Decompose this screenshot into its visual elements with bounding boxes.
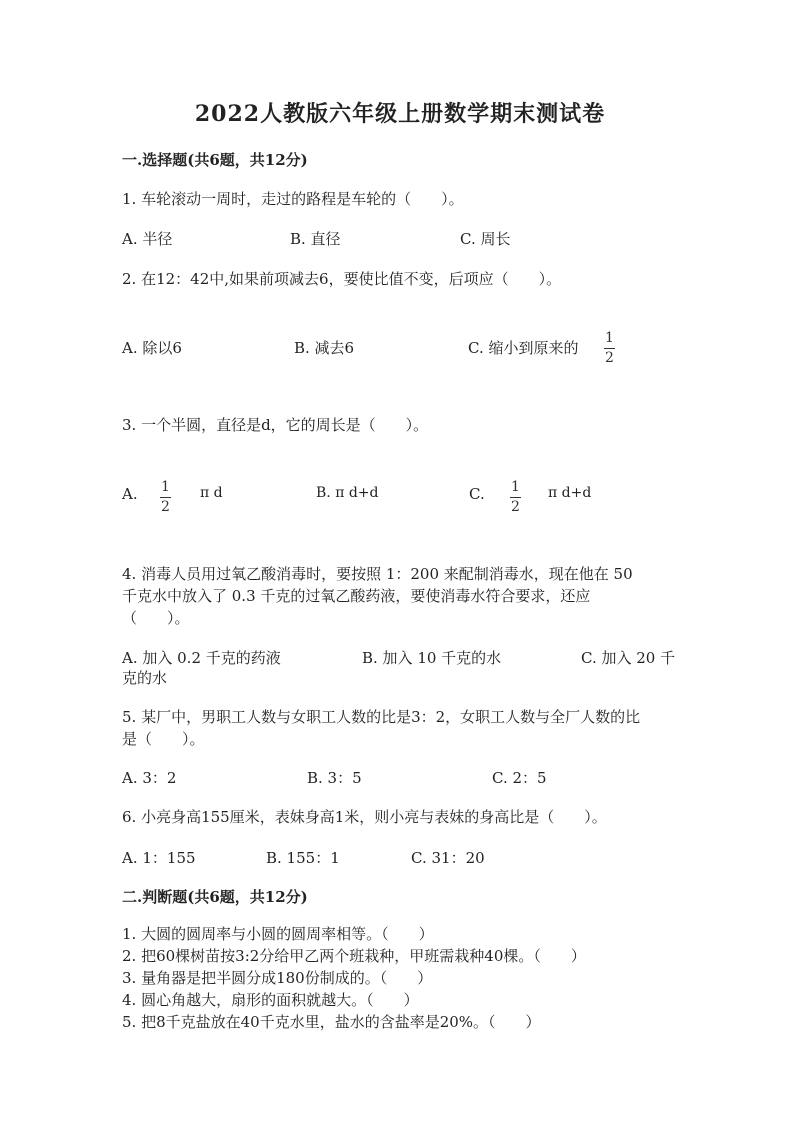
q4-option-c-continued: 克的水 (122, 669, 168, 687)
judge-item: 2. 把60棵树苗按3:2分给甲乙两个班栽种，甲班需栽种40棵。（ ） (122, 947, 586, 965)
fraction-bar (604, 348, 615, 349)
section-heading-judge: 二.判断题(共6题，共12分) (122, 888, 308, 906)
fraction-numerator: 1 (511, 479, 520, 495)
question-4-line-1: 4. 消毒人员用过氧乙酸消毒时，要按照 1：200 来配制消毒水，现在他在 50 (122, 565, 633, 583)
q5-option-b: B. 3：5 (307, 769, 362, 787)
q2-fraction (604, 331, 615, 366)
q2-option-a: A. 除以6 (122, 339, 182, 357)
question-4-line-2: 千克水中放入了 0.3 千克的过氧乙酸药液，要使消毒水符合要求，还应 (122, 587, 591, 605)
question-4-line-3: （ ）。 (122, 609, 190, 627)
section-heading-choice: 一.选择题(共6题，共12分) (122, 151, 308, 169)
q3-option-a-label: A. (122, 485, 138, 503)
judge-item: 5. 把8千克盐放在40千克水里，盐水的含盐率是20%。（ ） (122, 1013, 541, 1031)
q3-option-c-label: C. (469, 485, 485, 503)
question-1: 1. 车轮滚动一周时，走过的路程是车轮的（ ）。 (122, 190, 464, 208)
q3-option-b: B. π d+d (316, 485, 379, 501)
page-title: 2022人教版六年级上册数学期末测试卷 (194, 101, 606, 127)
q3-option-a-text: π d (200, 485, 223, 501)
fraction-denominator: 2 (605, 350, 614, 366)
q2-option-c: C. 缩小到原来的 (468, 339, 579, 357)
q6-option-b: B. 155：1 (266, 849, 340, 867)
fraction-bar (510, 497, 521, 498)
fraction-numerator: 1 (161, 479, 170, 495)
question-6: 6. 小亮身高155厘米，表妹身高1米，则小亮与表妹的身高比是（ ）。 (122, 808, 607, 826)
q4-option-a: A. 加入 0.2 千克的药液 (122, 649, 281, 667)
q3-option-c-text: π d+d (548, 485, 592, 501)
q1-option-c: C. 周长 (460, 230, 511, 248)
fraction-denominator: 2 (511, 499, 520, 515)
judge-item: 3. 量角器是把半圆分成180份制成的。（ ） (122, 969, 433, 987)
q6-option-a: A. 1：155 (122, 849, 196, 867)
fraction-numerator: 1 (605, 330, 614, 346)
judge-item: 4. 圆心角越大，扇形的面积就越大。（ ） (122, 991, 419, 1009)
fraction-bar (160, 497, 171, 498)
q4-option-c: C. 加入 20 千 (581, 649, 676, 667)
q3-option-a-fraction (160, 480, 171, 515)
q6-option-c: C. 31：20 (411, 849, 485, 867)
question-5-line-1: 5. 某厂中，男职工人数与女职工人数的比是3：2，女职工人数与全厂人数的比 (122, 708, 641, 726)
judge-item: 1. 大圆的圆周率与小圆的圆周率相等。（ ） (122, 925, 434, 943)
fraction-denominator: 2 (161, 499, 170, 515)
q1-option-a: A. 半径 (122, 230, 173, 248)
q1-option-b: B. 直径 (290, 230, 341, 248)
question-3: 3. 一个半圆，直径是d，它的周长是（ ）。 (122, 416, 429, 434)
q4-option-b: B. 加入 10 千克的水 (362, 649, 502, 667)
q2-option-b: B. 减去6 (294, 339, 355, 357)
q3-option-c-fraction (510, 480, 521, 515)
question-2: 2. 在12：42中,如果前项减去6，要使比值不变，后项应（ ）。 (122, 270, 562, 288)
q5-option-a: A. 3：2 (122, 769, 177, 787)
question-5-line-2: 是（ ）。 (122, 730, 205, 748)
q5-option-c: C. 2：5 (492, 769, 547, 787)
